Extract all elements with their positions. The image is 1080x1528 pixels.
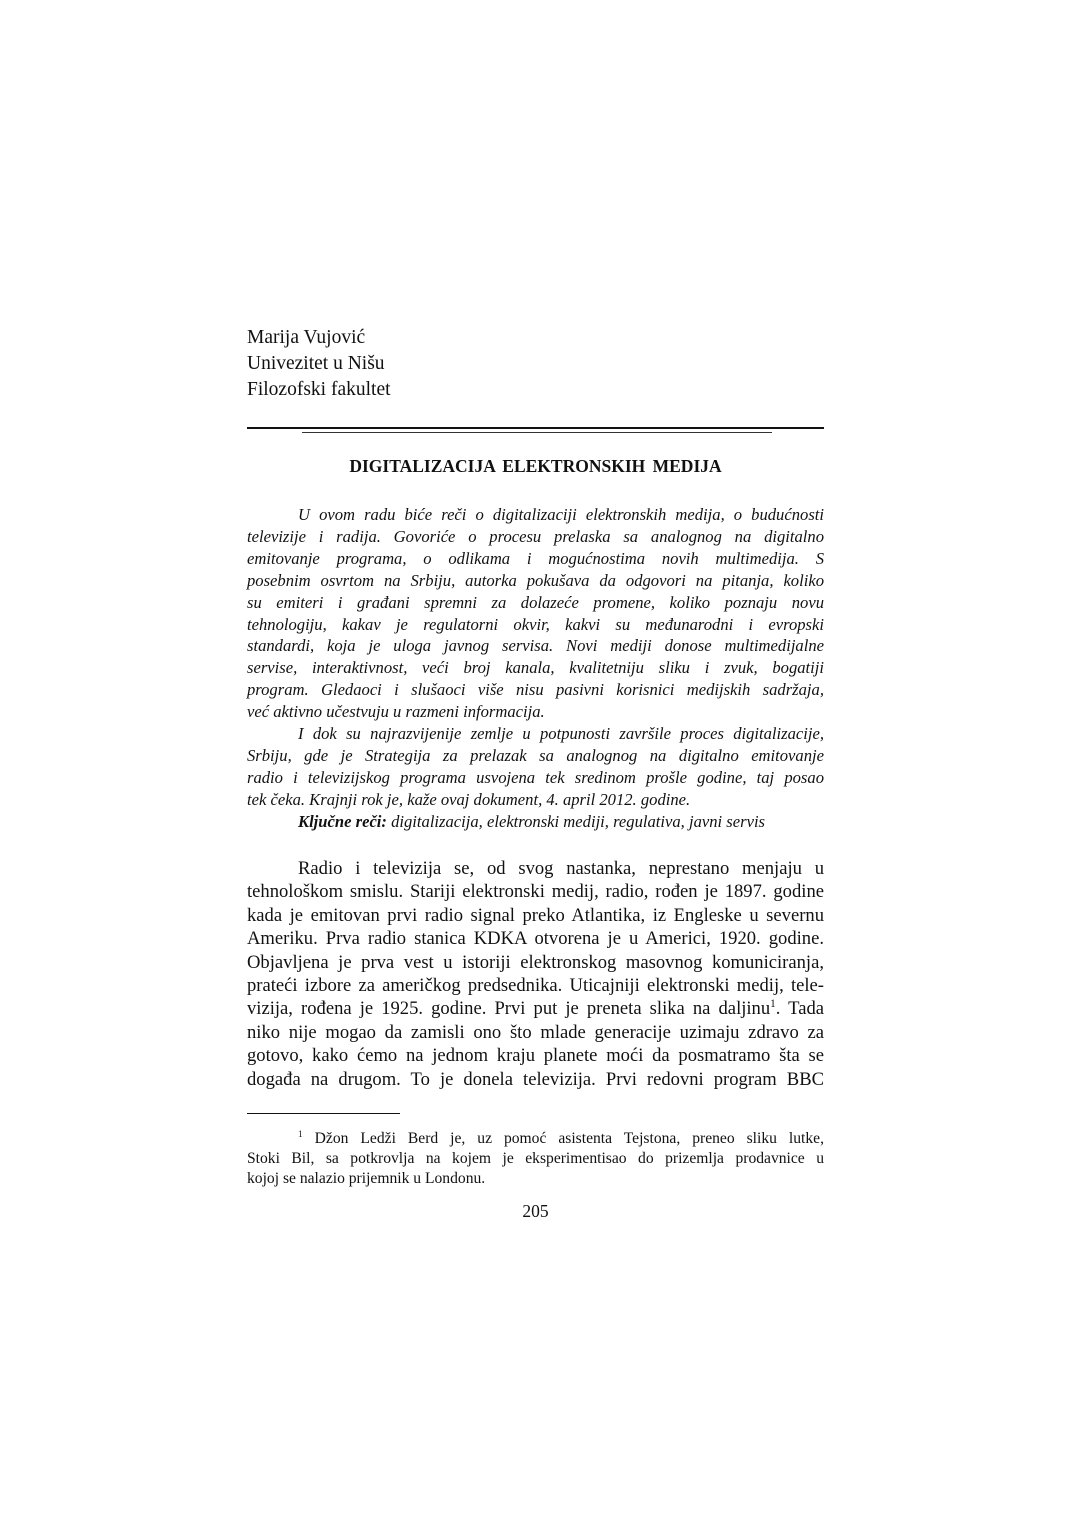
abstract-line: standardi, koja je uloga javnog servisa. Novi mediji donose multimedijalne: [247, 636, 824, 656]
body-line: niko nije mogao da zamisli ono što mlade generacije uzimaju zdravo za: [247, 1021, 824, 1043]
abstract-line: servise, interaktivnost, veći broj kanala, kvalitetniju sliku i zvuk, bogatiji: [247, 658, 824, 678]
footnote-line: kojoj se nalazio prijemnik u Londonu.: [247, 1170, 486, 1187]
footnote-marker[interactable]: 1: [770, 998, 776, 1011]
abstract-line: posebnim osvrtom na Srbiju, autorka pokušava da odgovori na pitanja, koliko: [247, 570, 824, 590]
body-line: tehnološkom smislu. Stariji elektronski medij, radio, rođen je 1897. godine: [247, 881, 824, 903]
paper-title: DIGITALIZACIJA ELEKTRONSKIH MEDIJA: [349, 456, 722, 476]
body-line: Objavljena je prva vest u istoriji elektronskog masovnog komuniciranja,: [247, 951, 824, 973]
body-line: prateći izbore za američkog predsednika. Uticajniji elektronski medij, tele-: [247, 975, 824, 997]
title-rule-thin: [302, 432, 772, 433]
abstract: [247, 504, 824, 833]
body-line: gotovo, kako ćemo na jednom kraju planete moći da posmatramo šta se: [247, 1045, 824, 1067]
body-line: događa na drugom. To je donela televizija. Prvi redovni program BBC: [247, 1068, 824, 1090]
body-line: kada je emitovan prvi radio signal preko Atlantika, iz Engleske u severnu: [247, 904, 824, 926]
author-faculty: Filozofski fakultet: [247, 379, 391, 400]
body-line-text: . Tada: [775, 998, 824, 1020]
footnote: [247, 1129, 824, 1189]
footnote-line: Stoki Bil, sa potkrovlja na kojem je eksperimentisao do prizemlja prodavnice u: [247, 1150, 824, 1167]
author-name: Marija Vujović: [247, 327, 366, 348]
keywords: [247, 811, 824, 833]
body-line: [247, 997, 824, 1020]
abstract-line: televizije i radija. Govoriće o procesu prelaska sa analognog na digitalno: [247, 526, 824, 546]
body-line-text: vizija, rođena je 1925. godine. Prvi put je preneta slika na daljinu: [247, 998, 771, 1020]
abstract-line: tehnologiju, kakav je regulatorni okvir, kakvi su međunarodni i evropski: [247, 614, 824, 634]
footnote-text: Džon Ledži Berd je, uz pomoć asistenta Tejstona, preneo sliku lutke,: [314, 1130, 824, 1147]
body-line: Radio i televizija se, od svog nastanka, neprestano menjaju u: [298, 858, 824, 879]
keywords-label: Ključne reči:: [298, 811, 387, 831]
abstract-line: I dok su najrazvijenije zemlje u potpunosti završile proces digitalizacije,: [298, 724, 824, 744]
abstract-line: radio i televizijskog programa usvojena tek sredinom prošle godine, taj posao: [247, 767, 824, 787]
title-rule-thick: [247, 427, 824, 429]
footnote-rule: [247, 1113, 400, 1114]
keywords-list: digitalizacija, elektronski mediji, regulativa, javni servis: [386, 811, 766, 831]
abstract-line: su emiteri i građani spremni za dolazeće promene, koliko poznaju novu: [247, 592, 824, 612]
abstract-line: program. Gledaoci i slušaoci više nisu pasivni korisnici medijskih sadržaja,: [247, 680, 824, 700]
page-number: 205: [522, 1201, 549, 1221]
author-university: Univezitet u Nišu: [247, 353, 385, 374]
footnote-line: [247, 1129, 824, 1149]
abstract-line: U ovom radu biće reči o digitalizaciji elektronskih medija, o budućnosti: [298, 505, 824, 524]
abstract-line: tek čeka. Krajnji rok je, kaže ovaj dokument, 4. april 2012. godine.: [247, 789, 691, 809]
footnote-number: 1: [298, 1129, 303, 1140]
body-text: [247, 857, 824, 1091]
abstract-line: Srbiju, gde je Strategija za prelazak sa analognog na digitalno emitovanje: [247, 745, 824, 765]
abstract-line: već aktivno učestvuju u razmeni informacija.: [247, 702, 545, 722]
abstract-line: emitovanje programa, o odlikama i mogućnostima novih multimedija. S: [247, 548, 824, 568]
body-line: Ameriku. Prva radio stanica KDKA otvorena je u Americi, 1920. godine.: [247, 928, 824, 950]
